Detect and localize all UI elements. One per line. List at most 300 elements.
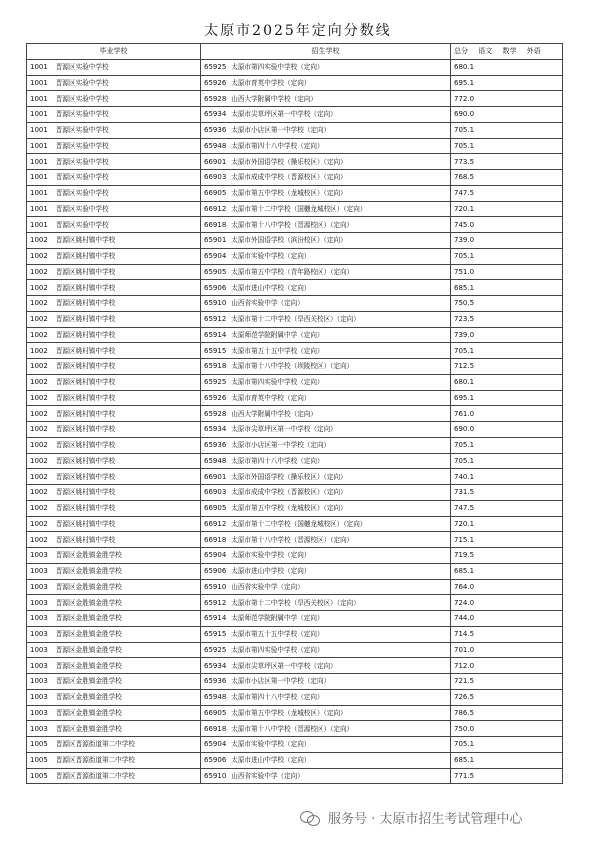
table-row: [27, 611, 563, 627]
graduating-school-cell: [27, 264, 201, 280]
school-code: 1001: [30, 94, 48, 103]
total-score-cell: 726.5: [451, 689, 563, 705]
total-score-cell: 720.1: [451, 516, 563, 532]
table-row: [27, 516, 563, 532]
table-row: [27, 642, 563, 658]
school-name: 晋源区实验中学校: [55, 63, 109, 72]
school-code: 1002: [30, 488, 48, 497]
school-code: 1002: [30, 283, 48, 292]
enrolling-school-cell: [201, 280, 451, 296]
table-row: [27, 406, 563, 422]
enroll-name: 太原师范学院附属中学（定向）: [231, 330, 324, 339]
school-name: 晋源区金胜镇金胜学校: [55, 708, 122, 717]
table-row: [27, 122, 563, 138]
enrolling-school-cell: [201, 595, 451, 611]
table-row: [27, 296, 563, 312]
school-name: 晋源区实验中学校: [55, 189, 109, 198]
school-code: 1002: [30, 456, 48, 465]
school-name: 晋源区金胜镇金胜学校: [55, 614, 122, 623]
total-score-cell: 745.0: [451, 217, 563, 233]
enroll-code: 65925: [204, 63, 227, 72]
graduating-school-cell: [27, 563, 201, 579]
table-row: [27, 737, 563, 753]
total-score-cell: 747.5: [451, 185, 563, 201]
enroll-code: 66905: [204, 708, 227, 717]
enrolling-school-cell: [201, 75, 451, 91]
school-name: 晋源区金胜镇金胜学校: [55, 724, 122, 733]
school-name: 晋源区晋源街道第二中学校: [55, 756, 135, 765]
school-name: 晋源区姚村镇中学校: [55, 456, 116, 465]
school-name: 晋源区实验中学校: [55, 126, 109, 135]
graduating-school-cell: [27, 248, 201, 264]
school-name: 晋源区实验中学校: [55, 78, 109, 87]
table-row: [27, 185, 563, 201]
school-name: 晋源区金胜镇金胜学校: [55, 551, 122, 560]
enrolling-school-cell: [201, 374, 451, 390]
graduating-school-cell: [27, 658, 201, 674]
table-row: [27, 264, 563, 280]
graduating-school-cell: [27, 579, 201, 595]
school-code: 1002: [30, 236, 48, 245]
enrolling-school-cell: [201, 532, 451, 548]
footer-text: 服务号 · 太原市招生考试管理中心: [328, 812, 523, 827]
school-name: 晋源区姚村镇中学校: [55, 378, 116, 387]
total-score-cell: 771.5: [451, 768, 563, 784]
total-score-cell: 724.0: [451, 595, 563, 611]
school-code: 1001: [30, 110, 48, 119]
graduating-school-cell: [27, 705, 201, 721]
graduating-school-cell: [27, 311, 201, 327]
table-row: [27, 548, 563, 564]
total-score-cell: 739.0: [451, 327, 563, 343]
school-code: 1002: [30, 346, 48, 355]
enroll-code: 65915: [204, 346, 227, 355]
enroll-name: 太原市第五中学校（龙城校区）（定向）: [231, 189, 347, 198]
enroll-name: 太原市成成中学校（晋源校区）（定向）: [231, 173, 347, 182]
total-score-cell: 695.1: [451, 390, 563, 406]
enroll-code: 65936: [204, 677, 227, 686]
enroll-code: 65936: [204, 126, 227, 135]
graduating-school-cell: [27, 721, 201, 737]
school-name: 晋源区姚村镇中学校: [55, 425, 116, 434]
table-row: [27, 217, 563, 233]
enroll-code: 66905: [204, 189, 227, 198]
enroll-code: 66905: [204, 504, 227, 513]
graduating-school-cell: [27, 122, 201, 138]
enroll-name: 太原市实验中学校（定向）: [231, 551, 311, 560]
enroll-name: 太原市第十八中学校（晋源校区）（定向）: [231, 220, 354, 229]
enroll-code: 65910: [204, 582, 227, 591]
enroll-name: 太原市第四十八中学校（定向）: [231, 693, 324, 702]
enroll-code: 65928: [204, 409, 227, 418]
enrolling-school-cell: [201, 516, 451, 532]
school-code: 1001: [30, 141, 48, 150]
table-row: [27, 107, 563, 123]
enroll-name: 太原市第十二中学校（旱西关校区）（定向）: [231, 598, 360, 607]
enroll-name: 太原市实验中学校（定向）: [231, 740, 311, 749]
school-code: 1002: [30, 409, 48, 418]
enroll-code: 65904: [204, 740, 227, 749]
graduating-school-cell: [27, 217, 201, 233]
school-name: 晋源区金胜镇金胜学校: [55, 661, 122, 670]
enroll-code: 65906: [204, 567, 227, 576]
enroll-name: 山西省实验中学（定向）: [231, 771, 304, 780]
total-score-cell: 721.5: [451, 674, 563, 690]
graduating-school-cell: [27, 611, 201, 627]
table-row: [27, 674, 563, 690]
enrolling-school-cell: [201, 579, 451, 595]
total-score-cell: 680.1: [451, 374, 563, 390]
enrolling-school-cell: [201, 343, 451, 359]
total-score-cell: 740.1: [451, 469, 563, 485]
enrolling-school-cell: [201, 705, 451, 721]
enroll-name: 太原市第五中学校（龙城校区）（定向）: [231, 504, 347, 513]
table-row: [27, 453, 563, 469]
enroll-name: 太原市第四实验中学校（定向）: [231, 378, 324, 387]
graduating-school-cell: [27, 548, 201, 564]
total-score-cell: 705.1: [451, 437, 563, 453]
enroll-code: 66901: [204, 157, 227, 166]
graduating-school-cell: [27, 768, 201, 784]
enroll-code: 65905: [204, 267, 227, 276]
table-row: [27, 563, 563, 579]
school-name: 晋源区金胜镇金胜学校: [55, 567, 122, 576]
enroll-code: 66918: [204, 220, 227, 229]
school-code: 1003: [30, 724, 48, 733]
graduating-school-cell: [27, 75, 201, 91]
school-code: 1005: [30, 771, 48, 780]
school-name: 晋源区姚村镇中学校: [55, 252, 116, 261]
graduating-school-cell: [27, 201, 201, 217]
school-code: 1002: [30, 315, 48, 324]
school-code: 1002: [30, 362, 48, 371]
school-name: 晋源区实验中学校: [55, 173, 109, 182]
enroll-name: 太原市第五中学校（青年路校区）（定向）: [231, 267, 354, 276]
school-name: 晋源区姚村镇中学校: [55, 330, 116, 339]
school-code: 1002: [30, 267, 48, 276]
total-score-cell: 705.1: [451, 138, 563, 154]
enroll-code: 65906: [204, 756, 227, 765]
school-code: 1002: [30, 330, 48, 339]
enroll-name: 太原市第十八中学校（晋源校区）（定向）: [231, 535, 354, 544]
total-score-cell: 705.1: [451, 122, 563, 138]
school-name: 晋源区姚村镇中学校: [55, 236, 116, 245]
enroll-code: 65918: [204, 362, 227, 371]
table-row: [27, 359, 563, 375]
school-code: 1001: [30, 204, 48, 213]
enrolling-school-cell: [201, 201, 451, 217]
total-score-cell: 772.0: [451, 91, 563, 107]
enrolling-school-cell: [201, 217, 451, 233]
enrolling-school-cell: [201, 122, 451, 138]
school-name: 晋源区姚村镇中学校: [55, 535, 116, 544]
enroll-name: 太原市进山中学校（定向）: [231, 283, 311, 292]
enroll-name: 太原市第五十五中学校（定向）: [231, 346, 324, 355]
enroll-name: 太原市第十八中学校（坝陵校区）（定向）: [231, 362, 354, 371]
school-name: 晋源区姚村镇中学校: [55, 472, 116, 481]
total-score-cell: 731.5: [451, 485, 563, 501]
total-score-cell: 744.0: [451, 611, 563, 627]
school-name: 晋源区实验中学校: [55, 157, 109, 166]
enroll-name: 太原市进山中学校（定向）: [231, 756, 311, 765]
header-graduating-school: 毕业学校: [27, 44, 201, 60]
school-code: 1003: [30, 551, 48, 560]
table-row: [27, 170, 563, 186]
table-row: [27, 248, 563, 264]
enrolling-school-cell: [201, 737, 451, 753]
total-score-cell: 685.1: [451, 563, 563, 579]
graduating-school-cell: [27, 422, 201, 438]
graduating-school-cell: [27, 138, 201, 154]
school-code: 1001: [30, 220, 48, 229]
graduating-school-cell: [27, 374, 201, 390]
enroll-name: 山西大学附属中学校（定向）: [231, 94, 317, 103]
total-score-cell: 719.5: [451, 548, 563, 564]
school-name: 晋源区实验中学校: [55, 110, 109, 119]
enrolling-school-cell: [201, 59, 451, 75]
graduating-school-cell: [27, 642, 201, 658]
graduating-school-cell: [27, 296, 201, 312]
school-code: 1002: [30, 378, 48, 387]
enrolling-school-cell: [201, 768, 451, 784]
enrolling-school-cell: [201, 248, 451, 264]
graduating-school-cell: [27, 233, 201, 249]
total-score-cell: 786.5: [451, 705, 563, 721]
graduating-school-cell: [27, 752, 201, 768]
table-row: [27, 595, 563, 611]
enrolling-school-cell: [201, 327, 451, 343]
enroll-code: 65926: [204, 78, 227, 87]
graduating-school-cell: [27, 91, 201, 107]
school-code: 1003: [30, 661, 48, 670]
graduating-school-cell: [27, 59, 201, 75]
graduating-school-cell: [27, 689, 201, 705]
table-row: [27, 768, 563, 784]
total-score-cell: 747.5: [451, 500, 563, 516]
school-name: 晋源区晋源街道第二中学校: [55, 740, 135, 749]
school-code: 1001: [30, 63, 48, 72]
total-score-cell: 685.1: [451, 280, 563, 296]
school-code: 1002: [30, 299, 48, 308]
total-score-cell: 720.1: [451, 201, 563, 217]
table-row: [27, 374, 563, 390]
school-name: 晋源区姚村镇中学校: [55, 299, 116, 308]
school-name: 晋源区姚村镇中学校: [55, 519, 116, 528]
table-row: [27, 311, 563, 327]
school-code: 1001: [30, 173, 48, 182]
enrolling-school-cell: [201, 390, 451, 406]
enroll-name: 太原市成成中学校（晋源校区）（定向）: [231, 488, 347, 497]
school-code: 1001: [30, 189, 48, 198]
table-row: [27, 233, 563, 249]
enroll-code: 65928: [204, 94, 227, 103]
school-code: 1003: [30, 582, 48, 591]
school-code: 1003: [30, 567, 48, 576]
enroll-name: 太原市小店区第一中学校（定向）: [231, 126, 331, 135]
enroll-name: 太原市尖草坪区第一中学校（定向）: [231, 425, 337, 434]
table-row: [27, 500, 563, 516]
school-code: 1001: [30, 78, 48, 87]
table-row: [27, 721, 563, 737]
enroll-name: 太原市尖草坪区第一中学校（定向）: [231, 661, 337, 670]
school-name: 晋源区姚村镇中学校: [55, 346, 116, 355]
enrolling-school-cell: [201, 469, 451, 485]
enrolling-school-cell: [201, 311, 451, 327]
school-code: 1002: [30, 393, 48, 402]
school-name: 晋源区金胜镇金胜学校: [55, 677, 122, 686]
enroll-code: 66918: [204, 724, 227, 733]
enrolling-school-cell: [201, 154, 451, 170]
enroll-name: 太原市第十二中学校（旱西关校区）（定向）: [231, 315, 360, 324]
enroll-name: 太原市育英中学校（定向）: [231, 393, 311, 402]
enroll-code: 65934: [204, 661, 227, 670]
school-code: 1002: [30, 425, 48, 434]
total-score-cell: 751.0: [451, 264, 563, 280]
school-code: 1002: [30, 504, 48, 513]
school-name: 晋源区姚村镇中学校: [55, 283, 116, 292]
total-score-cell: 680.1: [451, 59, 563, 75]
enrolling-school-cell: [201, 563, 451, 579]
total-score-cell: 764.0: [451, 579, 563, 595]
enroll-name: 太原市进山中学校（定向）: [231, 567, 311, 576]
enroll-code: 65926: [204, 393, 227, 402]
enroll-code: 65948: [204, 141, 227, 150]
total-score-cell: 701.0: [451, 642, 563, 658]
school-code: 1003: [30, 708, 48, 717]
enroll-code: 65948: [204, 456, 227, 465]
enroll-name: 太原市实验中学校（定向）: [231, 252, 311, 261]
school-name: 晋源区实验中学校: [55, 204, 109, 213]
enroll-name: 太原市第四实验中学校（定向）: [231, 645, 324, 654]
enroll-name: 山西大学附属中学校（定向）: [231, 409, 317, 418]
school-name: 晋源区金胜镇金胜学校: [55, 582, 122, 591]
enroll-code: 65934: [204, 425, 227, 434]
table-row: [27, 485, 563, 501]
enrolling-school-cell: [201, 548, 451, 564]
enrolling-school-cell: [201, 406, 451, 422]
footer-watermark: [300, 808, 522, 827]
graduating-school-cell: [27, 437, 201, 453]
enroll-code: 65906: [204, 283, 227, 292]
total-score-cell: 712.0: [451, 658, 563, 674]
enroll-code: 65948: [204, 693, 227, 702]
total-score-cell: 750.5: [451, 296, 563, 312]
enrolling-school-cell: [201, 674, 451, 690]
enrolling-school-cell: [201, 170, 451, 186]
enrolling-school-cell: [201, 91, 451, 107]
graduating-school-cell: [27, 532, 201, 548]
page-title: 太原市2025年定向分数线: [204, 23, 392, 39]
total-score-cell: 695.1: [451, 75, 563, 91]
table-row: [27, 75, 563, 91]
table-row: [27, 579, 563, 595]
graduating-school-cell: [27, 107, 201, 123]
school-code: 1001: [30, 126, 48, 135]
graduating-school-cell: [27, 359, 201, 375]
school-name: 晋源区晋源街道第二中学校: [55, 771, 135, 780]
score-table: [26, 43, 563, 784]
enroll-name: 太原市第四实验中学校（定向）: [231, 63, 324, 72]
enroll-name: 太原市外国语学校（操乐校区）（定向）: [231, 472, 347, 481]
enrolling-school-cell: [201, 611, 451, 627]
enroll-code: 66903: [204, 488, 227, 497]
school-name: 晋源区姚村镇中学校: [55, 409, 116, 418]
table-header-row: [27, 44, 563, 60]
enroll-code: 65901: [204, 236, 227, 245]
graduating-school-cell: [27, 469, 201, 485]
enrolling-school-cell: [201, 485, 451, 501]
enrolling-school-cell: [201, 359, 451, 375]
school-code: 1003: [30, 645, 48, 654]
school-name: 晋源区金胜镇金胜学校: [55, 645, 122, 654]
enrolling-school-cell: [201, 233, 451, 249]
enroll-code: 65912: [204, 598, 227, 607]
graduating-school-cell: [27, 626, 201, 642]
school-name: 晋源区实验中学校: [55, 141, 109, 150]
table-row: [27, 626, 563, 642]
table-row: [27, 327, 563, 343]
school-code: 1005: [30, 756, 48, 765]
enrolling-school-cell: [201, 185, 451, 201]
total-score-cell: 715.1: [451, 532, 563, 548]
total-score-cell: 750.0: [451, 721, 563, 737]
school-name: 晋源区姚村镇中学校: [55, 393, 116, 402]
school-name: 晋源区姚村镇中学校: [55, 267, 116, 276]
enroll-code: 65910: [204, 299, 227, 308]
school-code: 1002: [30, 441, 48, 450]
table-row: [27, 705, 563, 721]
enroll-name: 太原市第五中学校（龙城校区）（定向）: [231, 708, 347, 717]
graduating-school-cell: [27, 516, 201, 532]
enroll-code: 65914: [204, 614, 227, 623]
graduating-school-cell: [27, 595, 201, 611]
enroll-name: 太原市尖草坪区第一中学校（定向）: [231, 110, 337, 119]
table-row: [27, 532, 563, 548]
enroll-name: 山西省实验中学（定向）: [231, 582, 304, 591]
total-score-cell: 773.5: [451, 154, 563, 170]
table-row: [27, 138, 563, 154]
school-code: 1005: [30, 740, 48, 749]
table-row: [27, 752, 563, 768]
enroll-code: 65914: [204, 330, 227, 339]
graduating-school-cell: [27, 327, 201, 343]
table-row: [27, 689, 563, 705]
total-score-cell: 705.1: [451, 453, 563, 469]
enroll-name: 太原市第十八中学校（晋源校区）（定向）: [231, 724, 354, 733]
school-code: 1003: [30, 614, 48, 623]
table-row: [27, 280, 563, 296]
enrolling-school-cell: [201, 453, 451, 469]
table-row: [27, 469, 563, 485]
wechat-icon: [300, 810, 322, 826]
school-name: 晋源区姚村镇中学校: [55, 504, 116, 513]
school-code: 1002: [30, 519, 48, 528]
enroll-name: 山西省实验中学（定向）: [231, 299, 304, 308]
enroll-name: 太原市小店区第一中学校（定向）: [231, 677, 331, 686]
graduating-school-cell: [27, 390, 201, 406]
school-code: 1003: [30, 677, 48, 686]
enroll-name: 太原市第四十八中学校（定向）: [231, 456, 324, 465]
enroll-code: 65925: [204, 378, 227, 387]
enroll-name: 太原市第四十八中学校（定向）: [231, 141, 324, 150]
school-name: 晋源区金胜镇金胜学校: [55, 598, 122, 607]
enrolling-school-cell: [201, 752, 451, 768]
enroll-name: 太原市外国语学校（滨汾校区）（定向）: [231, 236, 347, 245]
graduating-school-cell: [27, 485, 201, 501]
enroll-code: 65936: [204, 441, 227, 450]
total-score-cell: 690.0: [451, 107, 563, 123]
enrolling-school-cell: [201, 107, 451, 123]
